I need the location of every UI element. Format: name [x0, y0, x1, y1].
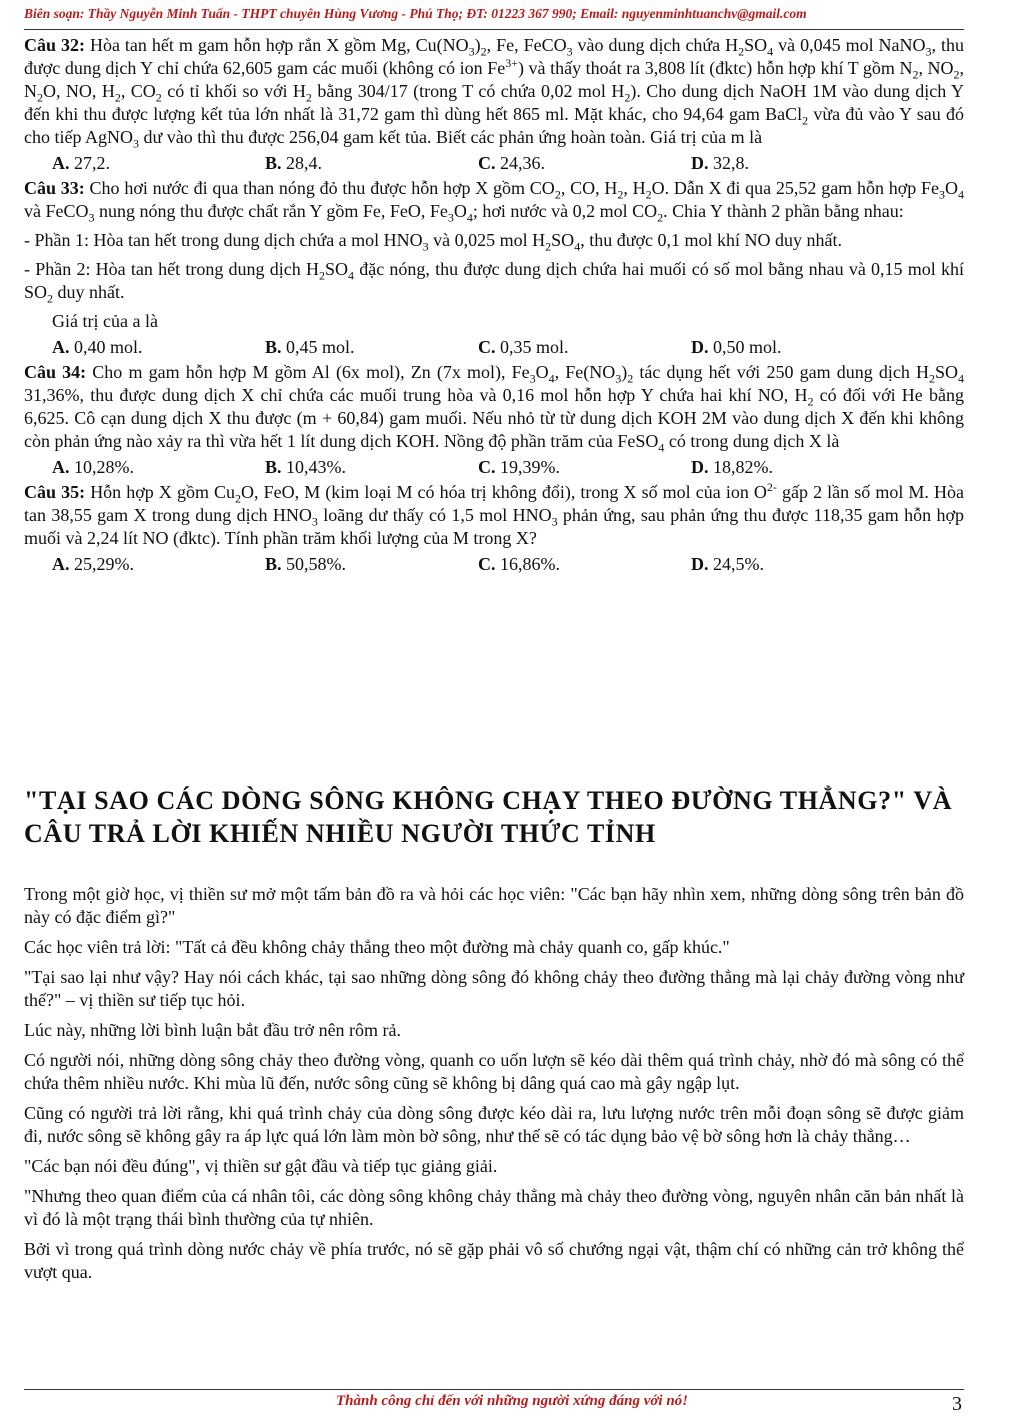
question-part-2: - Phần 2: Hòa tan hết trong dung dịch $H_2SO_4$ đặc nóng, thu được dung dịch chứa hai muối có số mol bằng nhau và 0,15 mol khí $SO_2$ duy nhất.: [24, 259, 964, 306]
story-body: [24, 883, 964, 1291]
question-label: Câu 34:: [24, 362, 87, 382]
question-part-1: - Phần 1: Hòa tan hết trong dung dịch chứa a mol $HNO_3$ và 0,025 mol $H_2SO_4$, thu được 0,1 mol khí NO duy nhất.: [24, 230, 842, 254]
question-text: Hỗn hợp X gồm $Cu_2O$, FeO, M (kim loại M có hóa trị không đổi), trong X số mol của ion $O^{2-}$ gấp 2 lần số mol M. Hòa tan 38,55 gam X trong dung dịch $HNO_3$ loãng dư thấy có 1,5 mol $HNO_3$ phản ứng, sau phản ứng thu được 118,35 gam hỗn hợp muối và 2,24 lít NO (đktc). Tính phần trăm khối lượng của M trong X?: [24, 480, 964, 548]
answer-options: [52, 149, 964, 177]
option-c: C. 16,86%.: [478, 553, 560, 574]
question-label: Câu 32:: [24, 35, 85, 55]
option-d: D. 0,50 mol.: [691, 336, 782, 357]
question-text: Cho hơi nước đi qua than nóng đỏ thu được hỗn hợp X gồm $CO_2$, CO, $H_2$, $H_2O$. Dẫn X đi qua 25,52 gam hỗn hợp $Fe_3O_4$ và FeCO$_3$ nung nóng thu được chất rắn Y gồm Fe, FeO, $Fe_3O_4$; hơi nước và 0,2 mol $CO_2$. Chia Y thành 2 phần bằng nhau:: [24, 178, 964, 225]
answer-options: [52, 550, 964, 578]
option-b: B. 0,45 mol.: [265, 336, 355, 357]
option-c: C. 0,35 mol.: [478, 336, 569, 357]
story-paragraph: "Các bạn nói đều đúng", vị thiền sư gật đầu và tiếp tục giảng giải.: [24, 1156, 498, 1176]
question-text: Hòa tan hết m gam hỗn hợp rắn X gồm Mg, $Cu(NO_3)_2$, Fe, FeCO$_3$ vào dung dịch chứa $H_2SO_4$ và 0,045 mol NaNO$_3$, thu được dung dịch Y chỉ chứa 62,605 gam các muối (không có ion $Fe^{3+}$) và thấy thoát ra 3,808 lít (đktc) hỗn hợp khí T gồm $N_2$, $NO_2$, $N_2O$, NO, $H_2$, $CO_2$ có tỉ khối so với $H_2$ bằng 304/17 (trong T có chứa 0,02 mol $H_2$). Cho dung dịch NaOH 1M vào dung dịch Y đến khi thu được lượng kết tủa lớn nhất là 31,72 gam thì dùng hết 865 ml. Mặt khác, cho 94,64 gam BaCl$_2$ vừa đủ vào Y sau đó cho tiếp AgNO$_3$ dư vào thì thu được 256,04 gam kết tủa. Biết các phản ứng hoàn toàn. Giá trị của m là: [24, 35, 965, 151]
option-a: A. 27,2.: [52, 152, 110, 173]
story-paragraph: Lúc này, những lời bình luận bắt đầu trở nên rôm rả.: [24, 1020, 402, 1040]
option-b: B. 28,4.: [265, 152, 323, 173]
option-d: D. 18,82%.: [691, 456, 773, 477]
header-divider: [24, 29, 964, 30]
option-d: D. 32,8.: [691, 152, 749, 173]
story-paragraph: Trong một giờ học, vị thiền sư mở một tấm bản đồ ra và hỏi các học viên: "Các bạn hãy nhìn xem, những dòng sông trên bản đồ này có đặc điểm gì?": [24, 884, 964, 927]
story-paragraph: "Nhưng theo quan điểm của cá nhân tôi, các dòng sông không chảy thẳng mà chảy theo đường vòng, nguyên nhân căn bản nhất là vì đó là một trạng thái bình thường của tự nhiên.: [24, 1186, 964, 1229]
question-text: Cho m gam hỗn hợp M gồm Al (6x mol), Zn (7x mol), $Fe_3O_4$, $Fe(NO_3)_2$ tác dụng hết với 250 gam dung dịch $H_2SO_4$ 31,36%, thu được dung dịch X chỉ chứa các muối trung hòa và 0,16 mol hỗn hợp Y chứa hai khí NO, $H_2$ có đối với He bằng 6,625. Cô cạn dung dịch X thu được (m + 60,84) gam muối. Nếu nhỏ từ từ dung dịch KOH 2M vào dung dịch X đến khi không còn phản ứng nào xảy ra thì vừa hết 1 lít dung dịch KOH. Nồng độ phần trăm của FeSO$_4$ có trong dung dịch X là: [24, 362, 965, 455]
option-d: D. 24,5%.: [691, 553, 764, 574]
option-c: C. 24,36.: [478, 152, 545, 173]
question-label: Câu 35:: [24, 482, 86, 502]
option-c: C. 19,39%.: [478, 456, 560, 477]
question-32: [24, 34, 964, 177]
story-paragraph: Bởi vì trong quá trình dòng nước chảy về phía trước, nó sẽ gặp phải vô số chướng ngại vật, thậm chí có những cản trở không thể vượt qua.: [24, 1239, 964, 1282]
page-number: 3: [952, 1393, 962, 1415]
option-a: A. 10,28%.: [52, 456, 134, 477]
answer-options: [52, 453, 964, 481]
question-34: [24, 361, 964, 481]
question-ask: Giá trị của a là: [52, 311, 158, 331]
story-paragraph: "Tại sao lại như vậy? Hay nói cách khác, tại sao những dòng sông đó không chảy theo đường thẳng mà lại chảy đường vòng như thế?" – vị thiền sư tiếp tục hỏi.: [24, 967, 964, 1010]
story-paragraph: Các học viên trả lời: "Tất cả đều không chảy thẳng theo một đường mà chảy quanh co, gấp khúc.": [24, 937, 730, 957]
option-a: A. 25,29%.: [52, 553, 134, 574]
question-35: [24, 481, 964, 578]
question-label: Câu 33:: [24, 178, 85, 198]
story-title: "TẠI SAO CÁC DÒNG SÔNG KHÔNG CHẠY THEO ĐƯỜNG THẲNG?" VÀ CÂU TRẢ LỜI KHIẾN NHIỀU NGƯỜI THỨC TỈNH: [24, 786, 953, 848]
option-a: A. 0,40 mol.: [52, 336, 143, 357]
option-b: B. 50,58%.: [265, 553, 347, 574]
option-b: B. 10,43%.: [265, 456, 347, 477]
footer-slogan: Thành công chỉ đến với những người xứng đáng với nó!: [335, 1393, 689, 1409]
footer-divider: [24, 1389, 964, 1390]
answer-options: [52, 333, 964, 361]
question-33: [24, 177, 964, 361]
questions-section: [24, 34, 964, 578]
story-paragraph: Có người nói, những dòng sông chảy theo đường vòng, quanh co uốn lượn sẽ kéo dài thêm quá trình chảy, nhờ đó mà sông có thể chứa thêm nhiều nước. Khi mùa lũ đến, nước sông cũng sẽ không bị dâng quá cao mà gây ngập lụt.: [24, 1050, 964, 1093]
page-header: Biên soạn: Thầy Nguyễn Minh Tuấn - THPT chuyên Hùng Vương - Phú Thọ; ĐT: 01223 367 990; Email: nguyenminhtuanchv@gmail.com: [24, 6, 807, 21]
story-paragraph: Cũng có người trả lời rằng, khi quá trình chảy của dòng sông được kéo dài ra, lưu lượng nước trên mỗi đoạn sông sẽ được giảm đi, nước sông sẽ không gây ra áp lực quá lớn làm mòn bờ sông, như thế sẽ có tác dụng bảo vệ bờ sông hơn là chảy thẳng…: [24, 1103, 964, 1146]
